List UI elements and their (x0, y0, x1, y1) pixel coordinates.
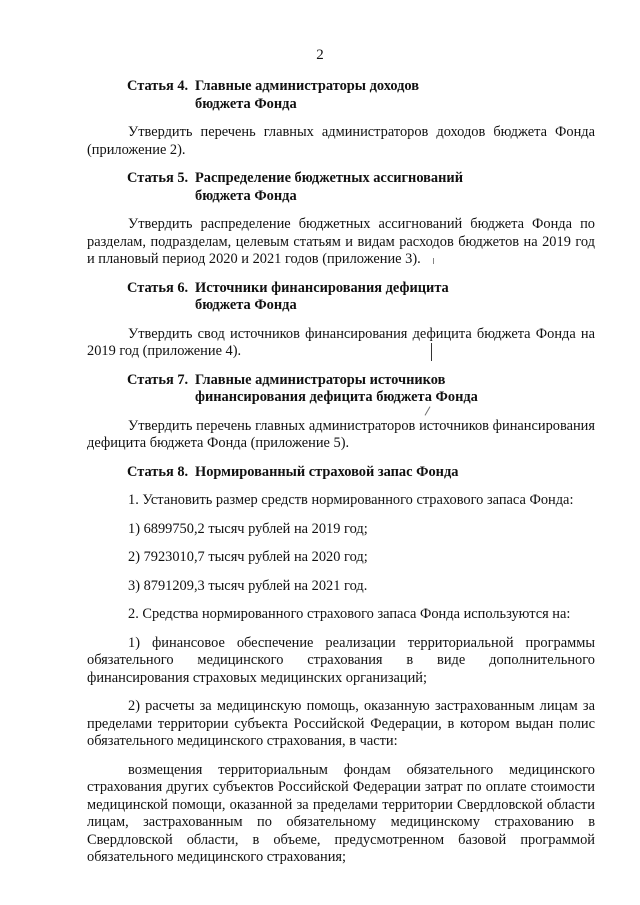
article-8-title (87, 464, 595, 482)
article-5-title-line2: бюджета Фонда (195, 187, 297, 204)
article-4-number: Статья 4. (127, 78, 189, 94)
article-6-title (87, 280, 595, 315)
article-6-number: Статья 6. (127, 279, 189, 296)
article-7-text: Утвердить перечень главных администраторов источников финансирования дефицита бюджета Фонда (приложение 5). (87, 417, 595, 451)
article-6-title-line2: бюджета Фонда (195, 297, 297, 313)
article-5-title (87, 170, 595, 205)
article-7-number: Статья 7. (127, 371, 189, 388)
article-8-paragraph-2: 2. Средства нормированного страхового запаса Фонда используются на: (128, 606, 571, 622)
article-8-paragraph-3: 1) финансовое обеспечение реализации территориальной программы обязательного медицинского страхования в виде дополнительного финансирования страховых медицинских организаций; (87, 634, 595, 686)
scan-artifact-line (431, 343, 432, 361)
article-8-paragraph-4: 2) расчеты за медицинскую помощь, оказанную застрахованным лицам за пределами территории субъекта Российской Федерации, в котором выдан полис обязательного медицинского страхования, в части: (87, 698, 595, 749)
article-4-title (87, 78, 595, 113)
article-7-title-line2: финансирования дефицита бюджета Фонда (195, 389, 478, 405)
article-7-title (87, 372, 595, 407)
article-8-number: Статья 8. (127, 463, 189, 480)
article-5-text: Утвердить распределение бюджетных ассигнований бюджета Фонда по разделам, подразделам, целевым статьям и видам расходов бюджетов на 2019 год и плановый период 2020 и 2021 годов (приложение 3). (87, 216, 595, 267)
article-8-amount-2019: 1) 6899750,2 тысяч рублей на 2019 год; (128, 520, 368, 537)
article-8-paragraph-1: 1. Установить размер средств нормированного страхового запаса Фонда: (128, 492, 574, 508)
article-6-title-line1: Источники финансирования дефицита (195, 279, 449, 296)
article-4-title-line2: бюджета Фонда (195, 95, 297, 112)
scan-artifact-line (433, 258, 434, 264)
article-7-title-line1: Главные администраторы источников (195, 371, 446, 388)
article-8-paragraph-5: возмещения территориальным фондам обязательного медицинского страхования других субъектов Российской Федерации затрат по оплате стоимости медицинской помощи, оказанной за пределами территории Свердловской области лицам, застрахованным по обязательному медицинскому страхованию в Свердловской области, в объеме, предусмотренном базовой программой обязательного медицинского страхования; (87, 761, 595, 865)
article-4-text: Утвердить перечень главных администраторов доходов бюджета Фонда (приложение 2). (87, 124, 595, 158)
article-8-title-line1: Нормированный страховой запас Фонда (195, 463, 459, 480)
article-5-title-line1: Распределение бюджетных ассигнований (195, 170, 463, 186)
article-8-amount-2020: 2) 7923010,7 тысяч рублей на 2020 год; (128, 549, 368, 565)
article-6-text: Утвердить свод источников финансирования дефицита бюджета Фонда на 2019 год (приложение 4). (87, 325, 595, 359)
article-5-number: Статья 5. (127, 170, 189, 186)
document-body (87, 78, 595, 867)
page-number: 2 (316, 47, 324, 63)
article-8-amount-2021: 3) 8791209,3 тысяч рублей на 2021 год. (128, 577, 368, 594)
article-4-title-line1: Главные администраторы доходов (195, 78, 420, 94)
